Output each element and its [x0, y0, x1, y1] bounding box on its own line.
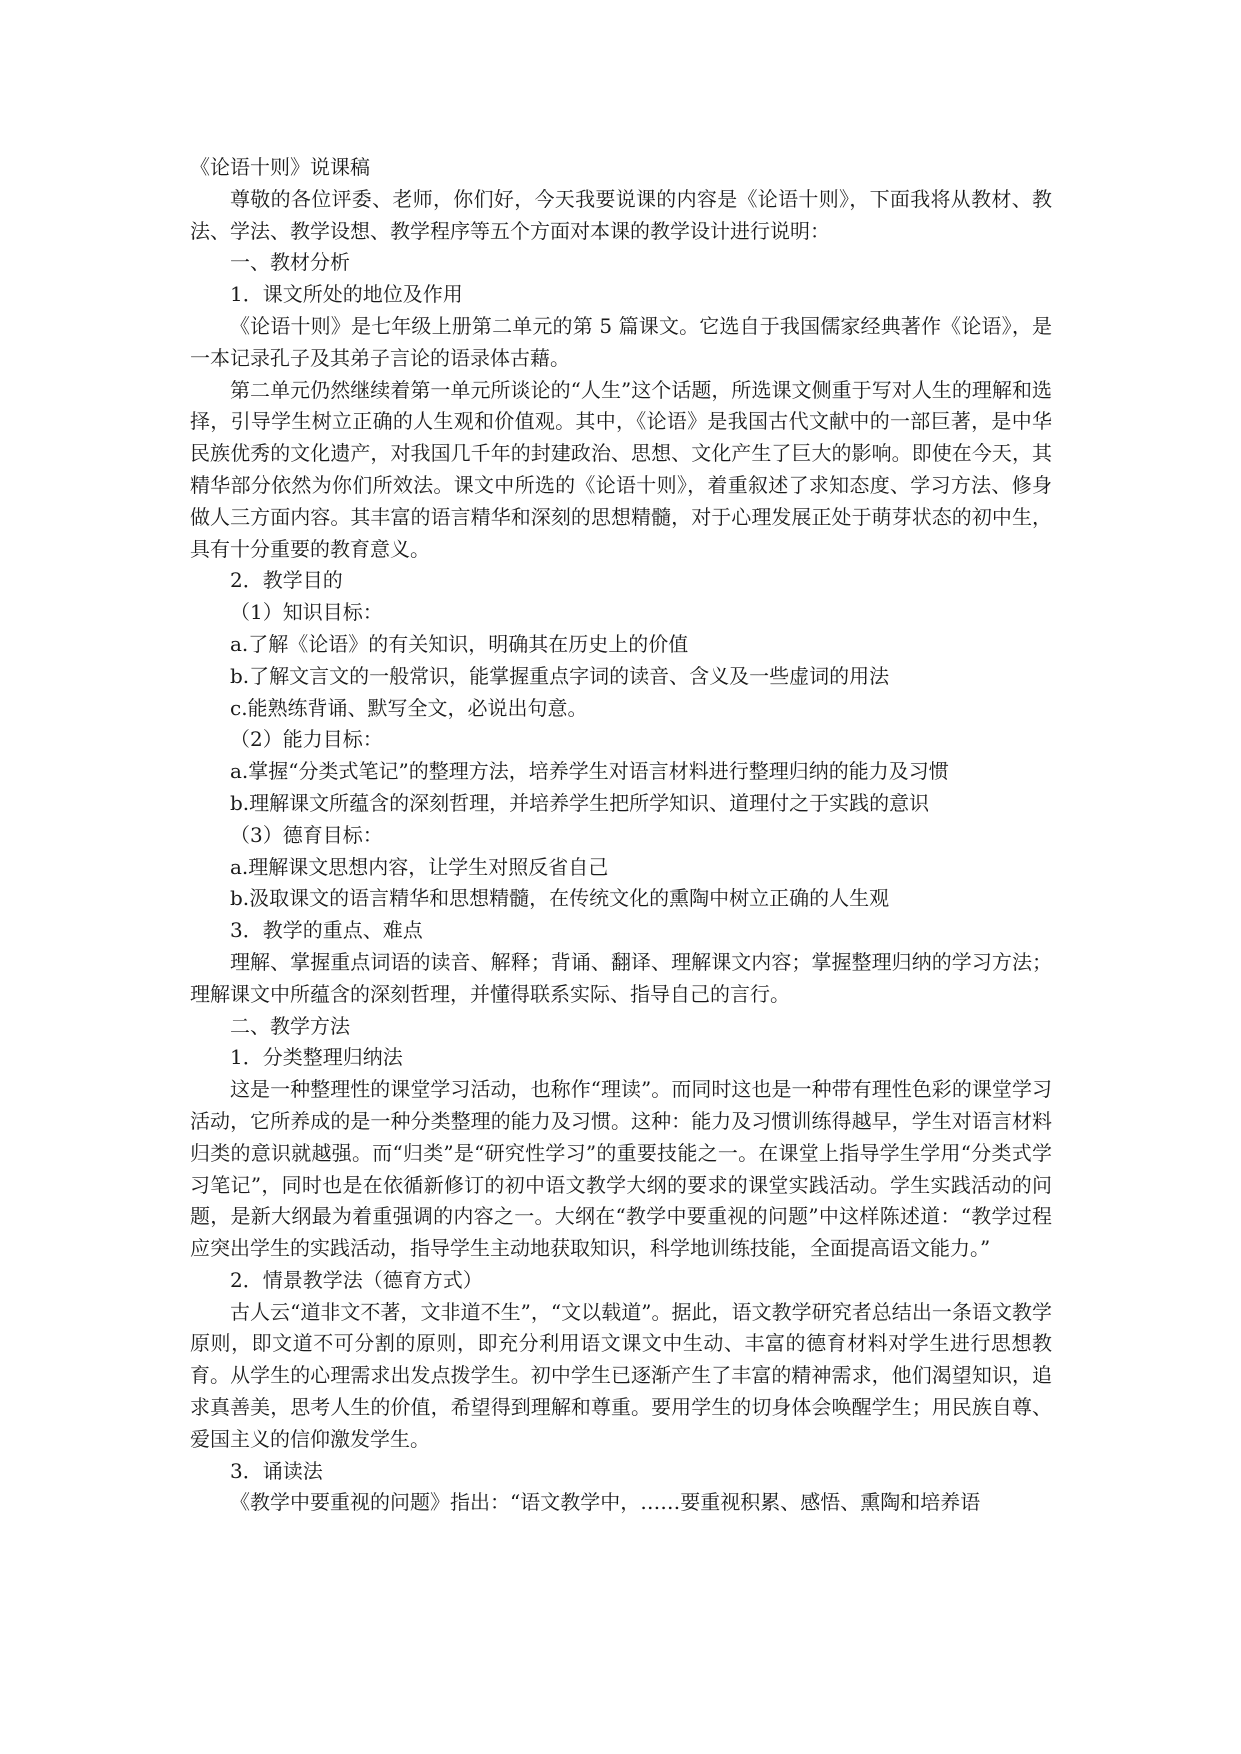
goal-item: b.了解文言文的一般常识，能掌握重点字词的读音、含义及一些虚词的用法	[230, 663, 890, 688]
document-title: 《论语十则》说课稿	[190, 155, 370, 179]
goal-heading-ability: （2）能力目标：	[230, 727, 383, 752]
goal-item: a.理解课文思想内容，让学生对照反省自己	[230, 854, 609, 879]
subsection-heading-1-1: 1．课文所处的地位及作用	[230, 282, 463, 307]
goal-item: c.能熟练背诵、默写全文，必说出句意。	[230, 695, 588, 720]
paragraph-2-1: 这是一种整理性的课堂学习活动，也称作“理读”。而同时这也是一种带有理性色彩的课堂学习活动，它所养成的是一种分类整理的能力及习惯。这种：能力及习惯训练得越早，学生对语言材料归类的意识就越强。而“归类”是“研究性学习”的重要技能之一。在课堂上指导学生学用“分类式学习笔记”，同时也是在依循新修订的初中语文教学大纲的要求的课堂实践活动。学生实践活动的问题，是新大纲最为着重强调的内容之一。大纲在“教学中要重视的问题”中这样陈述道：“教学过程应突出学生的实践活动，指导学生主动地获取知识，科学地训练技能，全面提高语文能力。”	[190, 1077, 1052, 1261]
paragraph-1-3: 理解、掌握重点词语的读音、解释；背诵、翻译、理解课文内容；掌握整理归纳的学习方法；理解课文中所蕴含的深刻哲理，并懂得联系实际、指导自己的言行。	[190, 949, 1052, 1006]
document-page	[190, 152, 1052, 1519]
section-heading-2: 二、教学方法	[230, 1013, 350, 1038]
paragraph-2-2: 古人云“道非文不著，文非道不生”，“文以载道”。据此，语文教学研究者总结出一条语文教学原则，即文道不可分割的原则，即充分利用语文课文中生动、丰富的德育材料对学生进行思想教育。从学生的心理需求出发点拨学生。初中学生已逐渐产生了丰富的精神需求，他们渴望知识，追求真善美，思考人生的价值，希望得到理解和尊重。要用学生的切身体会唤醒学生；用民族自尊、爱国主义的信仰激发学生。	[190, 1299, 1052, 1451]
subsection-heading-1-2: 2．教学目的	[230, 568, 343, 593]
subsection-heading-2-3: 3．诵读法	[230, 1458, 323, 1483]
goal-heading-knowledge: （1）知识目标：	[230, 600, 383, 625]
paragraph-1-1-b: 第二单元仍然继续着第一单元所谈论的“人生”这个话题，所选课文侧重于写对人生的理解和选择，引导学生树立正确的人生观和价值观。其中，《论语》是我国古代文献中的一部巨著，是中华民族优秀的文化遗产，对我国几千年的封建政治、思想、文化产生了巨大的影响。即使在今天，其精华部分依然为你们所效法。课文中所选的《论语十则》，着重叙述了求知态度、学习方法、修身做人三方面内容。其丰富的语言精华和深刻的思想精髓，对于心理发展正处于萌芽状态的初中生，具有十分重要的教育意义。	[190, 377, 1052, 561]
goal-item: a.掌握“分类式笔记”的整理方法，培养学生对语言材料进行整理归纳的能力及习惯	[230, 759, 949, 784]
goal-item: b.汲取课文的语言精华和思想精髓，在传统文化的熏陶中树立正确的人生观	[230, 886, 890, 911]
intro-paragraph: 尊敬的各位评委、老师，你们好，今天我要说课的内容是《论语十则》，下面我将从教材、教法、学法、教学设想、教学程序等五个方面对本课的教学设计进行说明：	[190, 186, 1052, 243]
subsection-heading-2-1: 1．分类整理归纳法	[230, 1045, 403, 1070]
subsection-heading-2-2: 2．情景教学法（德育方式）	[230, 1267, 483, 1292]
goal-item: b.理解课文所蕴含的深刻哲理，并培养学生把所学知识、道理付之于实践的意识	[230, 790, 930, 815]
section-heading-1: 一、教材分析	[230, 250, 350, 275]
paragraph-2-3: 《教学中要重视的问题》指出：“语文教学中，……要重视积累、感悟、熏陶和培养语	[230, 1490, 981, 1515]
paragraph-1-1-a: 《论语十则》是七年级上册第二单元的第 5 篇课文。它选自于我国儒家经典著作《论语》，是一本记录孔子及其弟子言论的语录体古藉。	[190, 313, 1052, 370]
goal-item: a.了解《论语》的有关知识，明确其在历史上的价值	[230, 631, 689, 656]
subsection-heading-1-3: 3．教学的重点、难点	[230, 918, 423, 943]
goal-heading-moral: （3）德育目标：	[230, 822, 383, 847]
